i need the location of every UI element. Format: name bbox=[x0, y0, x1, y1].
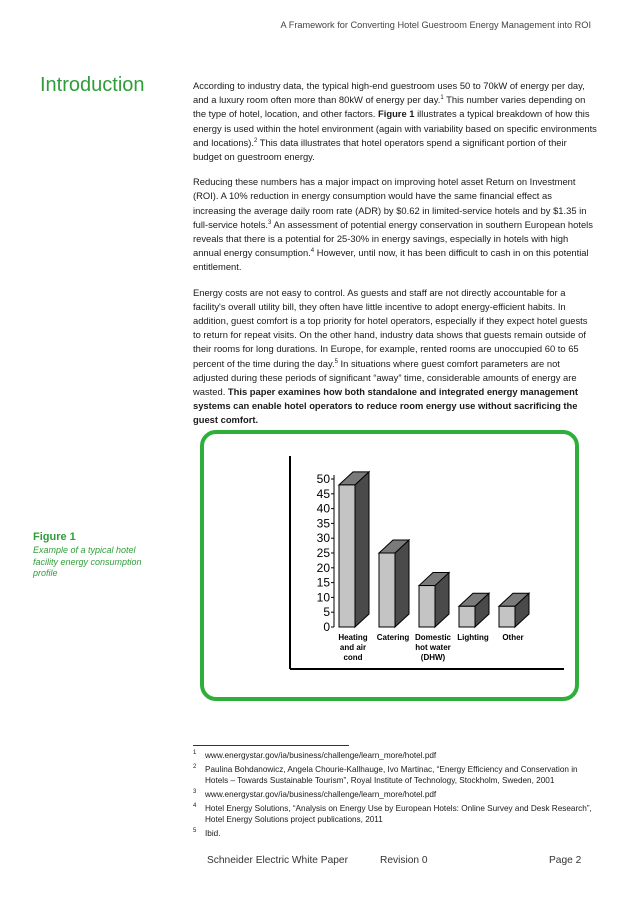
footnote-ref-1: 1 bbox=[440, 95, 444, 102]
body-text bbox=[193, 79, 597, 439]
bar bbox=[339, 485, 355, 627]
category-label: Catering bbox=[376, 633, 410, 642]
footnote-ref-4: 4 bbox=[310, 248, 315, 255]
footer-page-number: Page 2 bbox=[549, 855, 582, 866]
y-tick-label: 30 bbox=[316, 531, 330, 546]
p1-text-2: This number varies depending on the type of hotel, location, and other factors. bbox=[193, 94, 586, 120]
footnote-5 bbox=[193, 828, 603, 839]
bar bbox=[459, 606, 475, 627]
running-header-title: A Framework for Converting Hotel Guestroom Energy Management into ROI bbox=[280, 20, 591, 30]
bar-side bbox=[355, 472, 369, 627]
y-tick-label: 5 bbox=[323, 605, 330, 620]
footnote-text: Paulina Bohdanowicz, Angela Chourie-Kallhauge, Ivo Martinac, “Energy Efficiency and Conservation in Hotels – Towards Sustainable Tourism”, Royal Institute of Technology, Stockholm, Sweden, 2001 bbox=[205, 765, 578, 785]
y-tick-label: 20 bbox=[316, 560, 330, 575]
category-label: (DHW) bbox=[420, 653, 446, 662]
p3-bold-statement: This paper examines how both standalone and integrated energy management systems can enable hotel operators to reduce room energy use without sacrificing the guest comfort. bbox=[193, 386, 578, 426]
y-tick-label: 15 bbox=[316, 575, 330, 590]
category-label: Lighting bbox=[457, 633, 489, 642]
footnote-number: 3 bbox=[193, 789, 197, 795]
p1-text-1: According to industry data, the typical high-end guestroom uses 50 to 70kW of energy per day, and a luxury room often more than 80kW of energy per day. bbox=[193, 80, 585, 106]
figure-description: Example of a typical hotel facility energy consumption profile bbox=[33, 545, 142, 578]
y-tick-label: 45 bbox=[316, 486, 330, 501]
footer-revision: Revision 0 bbox=[380, 855, 428, 866]
y-tick-label: 25 bbox=[316, 546, 330, 560]
p1-text-3: illustrates a typical breakdown of how this energy is used within the hotel environment (again with variability based on specific environments and locations). bbox=[193, 108, 597, 148]
footnote-ref-5: 5 bbox=[334, 358, 338, 365]
category-label: Heating bbox=[338, 633, 368, 642]
bar-side bbox=[395, 540, 409, 627]
figure-frame bbox=[200, 430, 579, 701]
footnote-number: 1 bbox=[193, 750, 197, 756]
y-tick-label: 50 bbox=[316, 472, 330, 486]
category-label: cond bbox=[343, 653, 363, 662]
footnote-ref-3: 3 bbox=[268, 219, 272, 226]
footnote-number: 5 bbox=[193, 828, 197, 834]
footnote-text: www.energystar.gov/ia/business/challenge/learn_more/hotel.pdf bbox=[205, 790, 437, 799]
paragraph-2 bbox=[193, 175, 597, 274]
p2-text-3: However, until now, it has been difficult to cash in on this potential entitlement. bbox=[193, 247, 589, 273]
footnote-3 bbox=[193, 789, 603, 800]
category-label: Domestic bbox=[414, 633, 452, 642]
y-tick-label: 10 bbox=[316, 590, 330, 605]
category-label: Other bbox=[502, 633, 524, 642]
bar bbox=[419, 586, 435, 627]
footnote-ref-2: 2 bbox=[253, 137, 258, 144]
paragraph-3 bbox=[193, 286, 597, 428]
figure-caption bbox=[33, 531, 148, 580]
y-tick-label: 35 bbox=[316, 516, 330, 531]
footnote-number: 2 bbox=[193, 764, 197, 770]
p1-text-4: This data illustrates that hotel operators spend a significant portion of their budget on guestroom energy. bbox=[193, 136, 567, 163]
footnote-text: Ibid. bbox=[205, 829, 221, 838]
category-label: and air bbox=[339, 643, 367, 652]
footnote-rule bbox=[193, 745, 349, 746]
y-tick-label: 0 bbox=[323, 620, 330, 634]
footer-publisher: Schneider Electric White Paper bbox=[207, 855, 348, 866]
bar bbox=[379, 553, 395, 627]
footnote-4 bbox=[193, 803, 603, 825]
y-tick-label: 40 bbox=[316, 501, 330, 516]
footnote-number: 4 bbox=[193, 803, 197, 809]
figure-title: Figure 1 bbox=[33, 531, 76, 543]
footnote-2 bbox=[193, 764, 603, 786]
energy-bar-chart bbox=[204, 434, 575, 697]
p3-text-2: In situations where guest comfort parameters are not adjusted during these periods of significant “away” time, considerable amounts of energy are wasted. bbox=[193, 357, 577, 398]
p2-text-1: Reducing these numbers has a major impact on improving hotel asset Return on Investment (ROI). A 10% reduction in energy consumption would have the same financial effect as increasing the average daily room rate (ADR) by $0.62 in limited-service hotels and by $1.35 in full-service hotels. bbox=[193, 176, 587, 230]
p3-text-1: Energy costs are not easy to control. As guests and staff are not directly accountable for a facility's overall utility bill, they often have little incentive to adopt energy-efficient habits. In addition, guest comfort is a top priority for hotel operators, especially if they expect hotel guests to return for repeat visits. On the other hand, industry data shows that guests remain outside of their rooms for long durations. In Europe, for example, rented rooms are unoccupied 60 to 65 percent of the time during the day. bbox=[193, 286, 588, 369]
section-heading: Introduction bbox=[40, 74, 145, 96]
bar bbox=[499, 606, 515, 627]
footnotes bbox=[193, 750, 603, 842]
p2-text-2: An assessment of potential energy conservation in southern European hotels reveals that there is a potential for 25-30% in energy savings, especially in hotels with high annual energy consumption. bbox=[193, 218, 593, 259]
figure-ref: Figure 1 bbox=[378, 108, 415, 120]
footnote-text: www.energystar.gov/ia/business/challenge/learn_more/hotel.pdf bbox=[205, 751, 437, 760]
category-label: hot water bbox=[415, 643, 451, 652]
paragraph-1 bbox=[193, 79, 597, 164]
footnote-1 bbox=[193, 750, 603, 761]
footnote-text: Hotel Energy Solutions, “Analysis on Energy Use by European Hotels: Online Survey and Desk Research”, Hotel Energy Solutions project publications, 2011 bbox=[205, 804, 592, 824]
